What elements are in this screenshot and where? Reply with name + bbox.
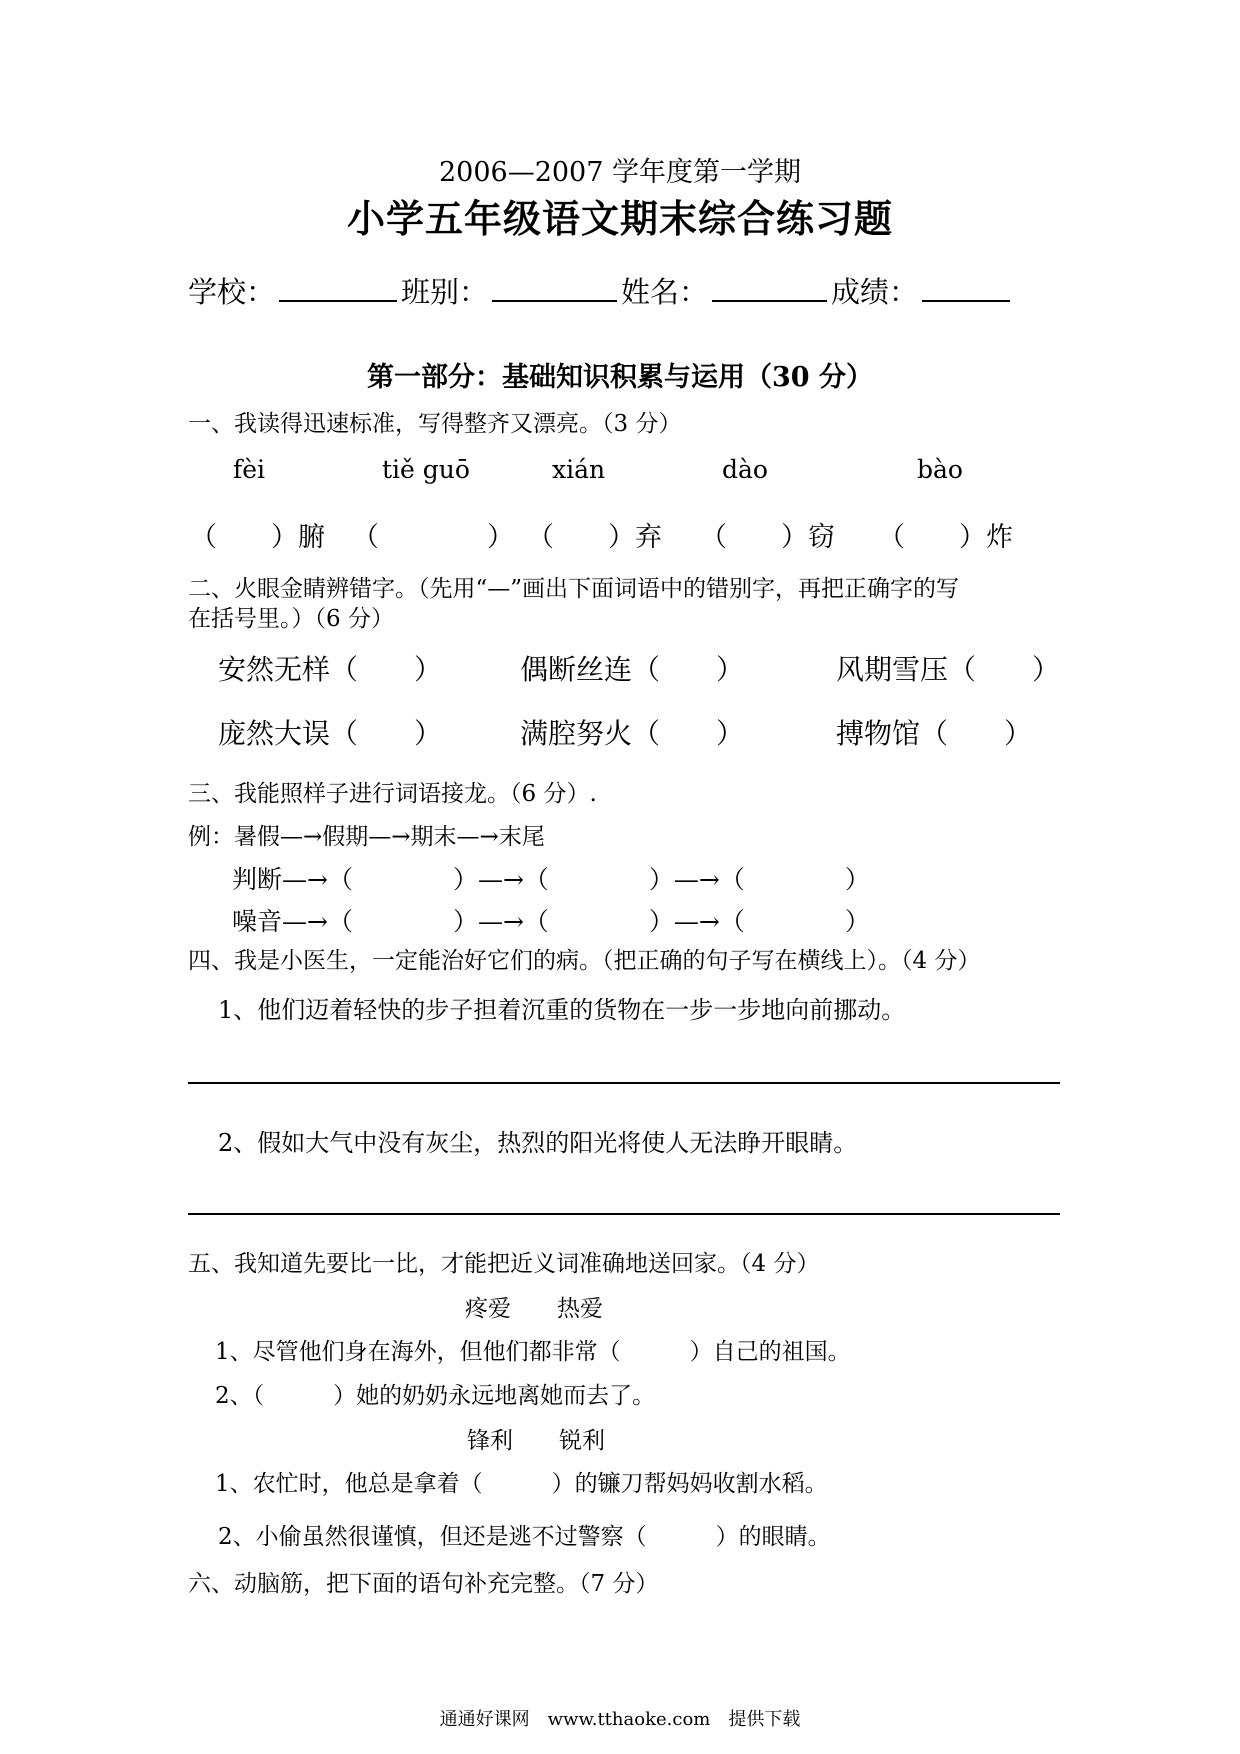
- q6-prompt: 六、动脑筋，把下面的语句补充完整。（7 分）: [188, 1571, 659, 1597]
- q2-item-2[interactable]: 偶断丝连（ ）: [520, 653, 745, 686]
- answer-line-1[interactable]: [188, 1082, 1060, 1084]
- q2-item-3[interactable]: 风期雪压（ ）: [836, 653, 1061, 686]
- q4-prompt: 四、我是小医生，一定能治好它们的病。（把正确的句子写在横线上）。（4 分）: [188, 948, 981, 974]
- pinyin-3: xián: [552, 455, 606, 484]
- school-blank[interactable]: [279, 274, 397, 302]
- footer-credit: 通通好课网 www.tthaoke.com 提供下载: [439, 1709, 801, 1730]
- q1-answer-1[interactable]: （ ）腑: [190, 522, 325, 553]
- q5-group2-s1[interactable]: 1、农忙时，他总是拿着（ ）的镰刀帮妈妈收割水稻。: [215, 1471, 828, 1497]
- q1-answer-5[interactable]: （ ）炸: [878, 522, 1013, 553]
- class-label: 班别：: [401, 275, 489, 309]
- pinyin-5: bào: [917, 455, 963, 484]
- exam-subtitle: 2006—2007 学年度第一学期: [438, 157, 801, 188]
- class-blank[interactable]: [492, 274, 617, 302]
- name-blank[interactable]: [712, 274, 827, 302]
- pinyin-1: fèi: [233, 455, 266, 484]
- score-blank[interactable]: [922, 274, 1010, 302]
- student-info-row: [188, 270, 1014, 311]
- school-label: 学校：: [188, 275, 276, 309]
- q5-word-pair-2: 锋利 锐利: [467, 1428, 605, 1454]
- exam-title: 小学五年级语文期末综合练习题: [346, 196, 893, 241]
- q5-group1-s2[interactable]: 2、（ ）她的奶奶永远地离她而去了。: [215, 1383, 656, 1409]
- q2-item-1[interactable]: 安然无样（ ）: [218, 653, 443, 686]
- q5-word-pair-1: 疼爱 热爱: [465, 1296, 603, 1322]
- q2-item-6[interactable]: 搏物馆（ ）: [836, 717, 1033, 750]
- q4-sentence-2: 2、假如大气中没有灰尘，热烈的阳光将使人无法睁开眼睛。: [218, 1129, 858, 1157]
- q2-prompt-line1: 二、火眼金睛辨错字。（先用“—”画出下面词语中的错别字，再把正确字的写: [188, 576, 960, 602]
- q3-example: 例：暑假—→假期—→期末—→末尾: [188, 824, 545, 850]
- q3-prompt: 三、我能照样子进行词语接龙。（6 分）.: [188, 781, 597, 807]
- q1-answer-3[interactable]: （ ）弃: [527, 522, 662, 553]
- answer-line-2[interactable]: [188, 1213, 1060, 1215]
- q2-item-4[interactable]: 庞然大误（ ）: [218, 717, 443, 750]
- q5-group2-s2[interactable]: 2、小偷虽然很谨慎，但还是逃不过警察（ ）的眼睛。: [218, 1524, 831, 1550]
- score-label: 成绩：: [831, 275, 919, 309]
- q1-answer-4[interactable]: （ ）窃: [700, 522, 835, 553]
- q2-prompt-line2: 在括号里。）（6 分）: [188, 606, 394, 632]
- q3-chain-2[interactable]: 噪音—→（ ）—→（ ）—→（ ）: [232, 907, 870, 936]
- part1-title: 第一部分：基础知识积累与运用（30 分）: [367, 362, 873, 393]
- q2-item-5[interactable]: 满腔努火（ ）: [520, 717, 745, 750]
- q4-sentence-1: 1、他们迈着轻快的步子担着沉重的货物在一步一步地向前挪动。: [218, 996, 906, 1024]
- q1-prompt: 一、我读得迅速标准，写得整齐又漂亮。（3 分）: [188, 411, 682, 437]
- q3-chain-1[interactable]: 判断—→（ ）—→（ ）—→（ ）: [232, 865, 870, 894]
- pinyin-4: dào: [722, 455, 768, 484]
- q5-group1-s1[interactable]: 1、尽管他们身在海外，但他们都非常（ ）自己的祖国。: [215, 1339, 851, 1365]
- name-label: 姓名：: [621, 275, 709, 309]
- q5-prompt: 五、我知道先要比一比，才能把近义词准确地送回家。（4 分）: [188, 1251, 820, 1277]
- pinyin-2: tiě guō: [382, 455, 470, 484]
- q1-answer-2[interactable]: （ ）: [352, 522, 514, 553]
